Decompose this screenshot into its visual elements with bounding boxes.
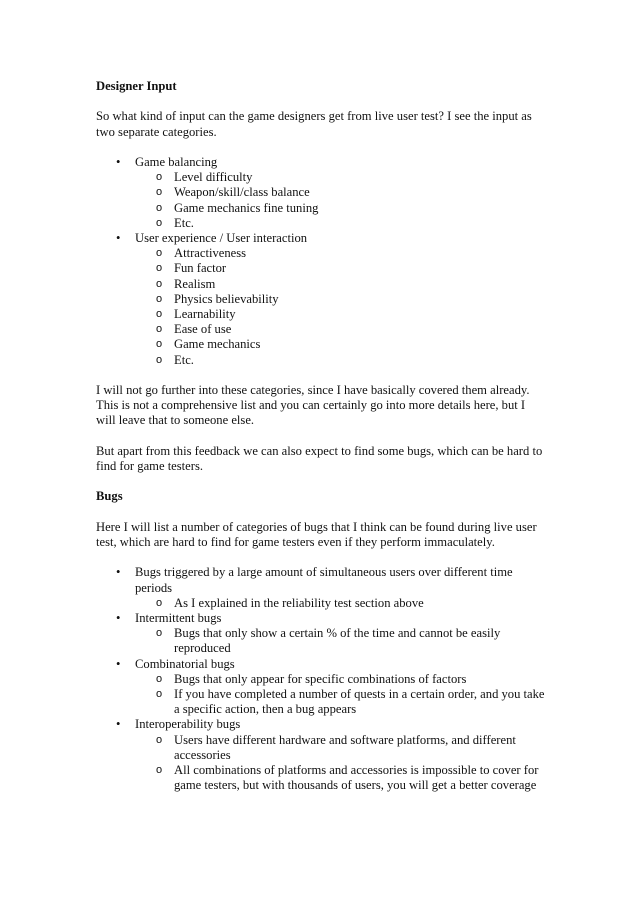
bullet-icon: •: [116, 154, 121, 169]
list-item-label: Intermittent bugs: [135, 611, 222, 625]
bullet-icon: •: [116, 231, 121, 245]
sub-list-item: o If you have completed a number of quests in a certain order, and you take a specific action, then a bug appears: [156, 687, 545, 717]
sub-list: [135, 626, 546, 656]
section-heading-bugs: Bugs: [96, 489, 123, 504]
bullet-icon: •: [116, 656, 121, 671]
circle-bullet-icon: o: [156, 171, 163, 184]
circle-bullet-icon: o: [156, 262, 163, 275]
list-item: [96, 565, 546, 611]
sub-list-item: o Ease of use: [156, 322, 232, 337]
circle-bullet-icon: o: [156, 308, 163, 321]
circle-bullet-icon: o: [156, 216, 163, 229]
sub-list: [135, 170, 546, 231]
circle-bullet-icon: o: [156, 596, 163, 609]
circle-bullet-icon: o: [156, 353, 163, 366]
circle-bullet-icon: o: [156, 764, 163, 777]
circle-bullet-icon: o: [156, 688, 163, 701]
sub-list-item: o Etc.: [156, 215, 194, 230]
intro-paragraph: So what kind of input can the game designers get from live user test? I see the input as two separate categories.: [96, 109, 532, 139]
sub-list: [135, 596, 546, 611]
list-item-label: Interoperability bugs: [135, 717, 241, 732]
list-item-label: Game balancing: [135, 154, 218, 169]
list-item: [96, 717, 546, 793]
circle-bullet-icon: o: [156, 338, 163, 351]
list-item-label: Bugs triggered by a large amount of simultaneous users over different time periods: [135, 565, 513, 595]
sub-list-item: o Weapon/skill/class balance: [156, 185, 310, 200]
sub-list-item: o Game mechanics fine tuning: [156, 200, 319, 215]
list-item: [96, 611, 546, 657]
list-item: [96, 657, 546, 718]
sub-list-item: o Realism: [156, 276, 216, 291]
circle-bullet-icon: o: [156, 323, 163, 336]
sub-list: [135, 672, 546, 718]
list-item: [96, 155, 546, 231]
sub-list: [135, 246, 546, 368]
sub-list-item: o All combinations of platforms and accessories is impossible to cover for game testers, but with thousands of users, you will get a better coverage: [156, 763, 539, 793]
sub-list-item: o Bugs that only show a certain % of the time and cannot be easily reproduced: [156, 626, 501, 656]
circle-bullet-icon: o: [156, 292, 163, 305]
document-page: [96, 79, 546, 793]
designer-input-list: [96, 155, 546, 368]
circle-bullet-icon: o: [156, 277, 163, 290]
section-heading-designer-input: Designer Input: [96, 79, 177, 93]
sub-list-item: o Attractiveness: [156, 246, 247, 261]
list-item: [96, 231, 546, 368]
sub-list-item: o Game mechanics: [156, 337, 261, 352]
sub-list-item: o Learnability: [156, 307, 236, 322]
bullet-icon: •: [116, 565, 121, 580]
bugs-list: [96, 565, 546, 793]
sub-list-item: o Bugs that only appear for specific combinations of factors: [156, 671, 467, 686]
sub-list-item: o Level difficulty: [156, 170, 253, 185]
circle-bullet-icon: o: [156, 186, 163, 199]
sub-list-item: o Fun factor: [156, 261, 227, 276]
sub-list-item: o Etc.: [156, 352, 194, 367]
circle-bullet-icon: o: [156, 627, 163, 640]
sub-list-item: o Physics believability: [156, 291, 279, 306]
bullet-icon: •: [116, 611, 121, 625]
circle-bullet-icon: o: [156, 733, 163, 746]
circle-bullet-icon: o: [156, 247, 163, 260]
bugs-intro-paragraph: Here I will list a number of categories of bugs that I think can be found during live user test, which are hard to find for game testers even if they perform immaculately.: [96, 519, 537, 549]
sub-list-item: o Users have different hardware and software platforms, and different accessories: [156, 732, 516, 762]
bullet-icon: •: [116, 717, 121, 732]
sub-list-item: o As I explained in the reliability test section above: [156, 595, 424, 610]
circle-bullet-icon: o: [156, 201, 163, 214]
body-paragraph: But apart from this feedback we can also expect to find some bugs, which can be hard to find for game testers.: [96, 443, 543, 474]
list-item-label: User experience / User interaction: [135, 231, 308, 245]
body-paragraph: I will not go further into these categories, since I have basically covered them already. This is not a comprehensive list and you can certainly go into more details here, but I will leave that to someone else.: [96, 383, 530, 428]
circle-bullet-icon: o: [156, 672, 163, 685]
sub-list: [135, 733, 546, 794]
list-item-label: Combinatorial bugs: [135, 656, 235, 671]
